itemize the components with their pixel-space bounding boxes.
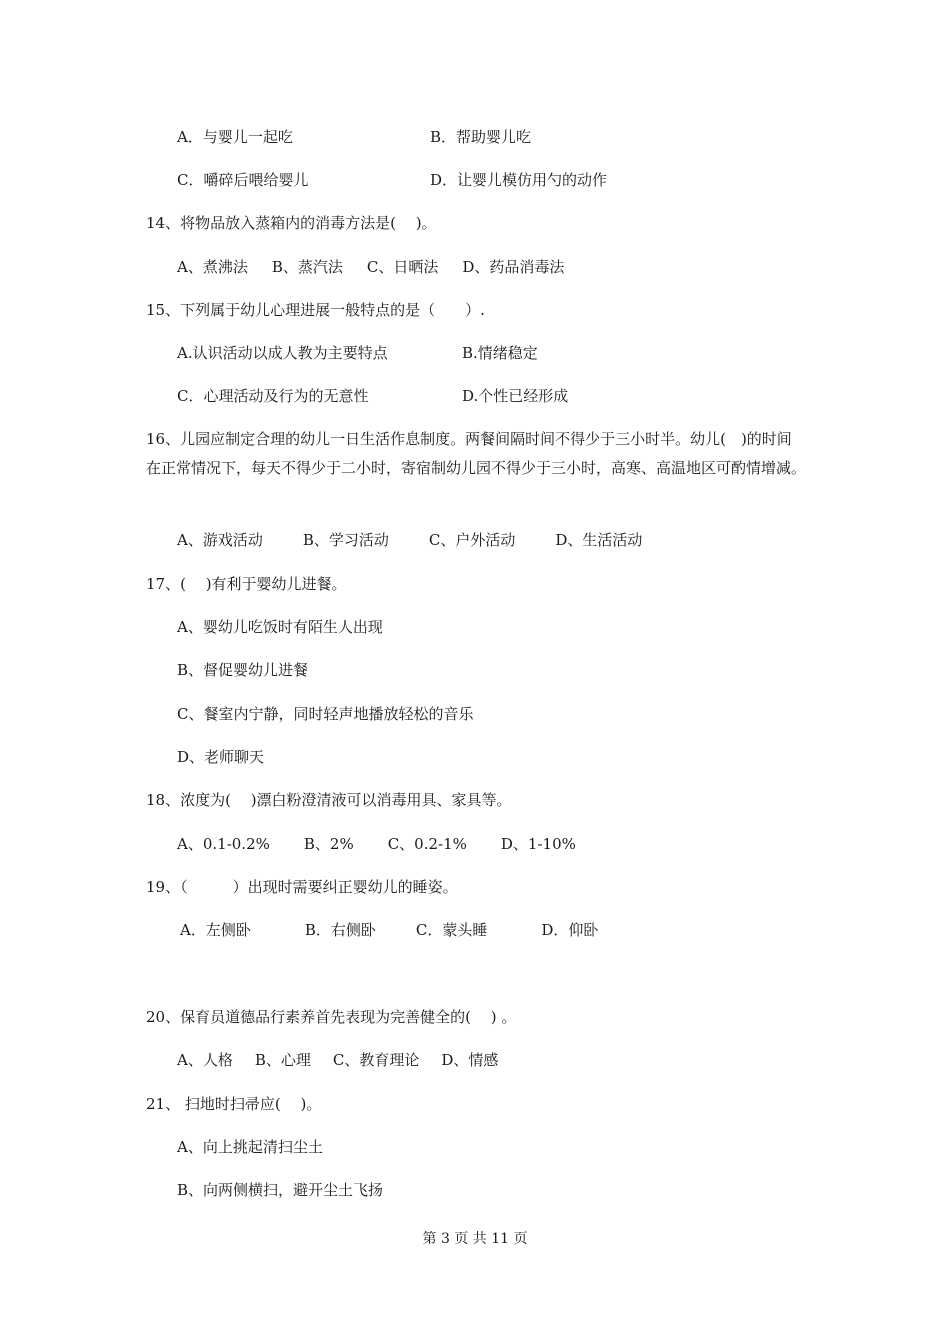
q15-stem: 15、下列属于幼儿心理进展一般特点的是（ ）.: [146, 301, 485, 319]
q13-option-c: C．嚼碎后喂给婴儿: [177, 171, 309, 189]
q16-option-b: B、学习活动: [302, 531, 389, 549]
q14-option-d: D、药品消毒法: [462, 258, 565, 276]
q13-option-d: D．让婴儿模仿用勺的动作: [430, 171, 608, 189]
q18-option-c: C、0.2-1%: [387, 835, 467, 853]
q20-option-c: C、教育理论: [332, 1051, 420, 1069]
q16-option-a: A、游戏活动: [177, 531, 263, 549]
q20-option-d: D、情感: [441, 1051, 499, 1069]
q21-stem: 21、 扫地时扫帚应( )。: [146, 1095, 322, 1113]
q19-options: [180, 920, 598, 940]
q20-options: [177, 1050, 498, 1070]
q19-option-c: C．蒙头睡: [415, 921, 488, 939]
q20-stem: 20、保育员道德品行素养首先表现为完善健全的( ) 。: [146, 1008, 517, 1026]
q16-options: [177, 530, 642, 550]
q17-option-b: B、督促婴幼儿进餐: [177, 661, 309, 679]
q15-option-d: D.个性已经形成: [462, 387, 569, 405]
q18-option-b: B、2%: [303, 835, 354, 853]
q18-option-d: D、1-10%: [500, 835, 576, 853]
q20-option-a: A、人格: [177, 1051, 233, 1069]
q20-option-b: B、心理: [254, 1051, 311, 1069]
q15-option-a: A.认识活动以成人教为主要特点: [177, 344, 388, 362]
q16-option-d: D、生活活动: [555, 531, 643, 549]
q19-option-a: A．左侧卧: [180, 921, 251, 939]
q14-option-a: A、煮沸法: [177, 258, 248, 276]
q17-stem: 17、( )有利于婴幼儿进餐。: [146, 575, 347, 593]
q19-option-d: D．仰卧: [541, 921, 599, 939]
q21-option-b: B、向两侧横扫，避开尘土飞扬: [177, 1181, 384, 1199]
q15-option-b: B.情绪稳定: [462, 344, 538, 362]
q18-stem: 18、浓度为( )漂白粉澄清液可以消毒用具、家具等。: [146, 791, 512, 809]
q13-option-b: B．帮助婴儿吃: [430, 128, 532, 146]
q15-option-c: C．心理活动及行为的无意性: [177, 387, 369, 405]
q17-option-a: A、婴幼儿吃饭时有陌生人出现: [177, 618, 383, 636]
q14-options: [177, 257, 564, 277]
q17-option-c: C、餐室内宁静，同时轻声地播放轻松的音乐: [177, 705, 474, 723]
q17-option-d: D、老师聊天: [177, 748, 265, 766]
q16-stem: 16、儿园应制定合理的幼儿一日生活作息制度。两餐间隔时间不得少于三小时半。幼儿( )的时间在正常情况下，每天不得少于二小时，寄宿制幼儿园不得少于三小时，高寒、高温地区可酌情增减。: [146, 430, 807, 477]
q14-option-c: C、日晒法: [366, 258, 439, 276]
page-number: 第 3 页 共 11 页: [422, 1231, 528, 1247]
q13-option-a: A．与婴儿一起吃: [177, 128, 293, 146]
q19-stem: 19、（ ）出现时需要纠正婴幼儿的睡姿。: [146, 878, 458, 896]
q21-option-a: A、向上挑起清扫尘土: [177, 1138, 323, 1156]
q14-option-b: B、蒸汽法: [271, 258, 343, 276]
q14-stem: 14、将物品放入蒸箱内的消毒方法是( )。: [146, 214, 437, 232]
q19-option-b: B．右侧卧: [304, 921, 376, 939]
q18-options: [177, 834, 576, 854]
q16-option-c: C、户外活动: [428, 531, 516, 549]
q18-option-a: A、0.1-0.2%: [177, 835, 270, 853]
